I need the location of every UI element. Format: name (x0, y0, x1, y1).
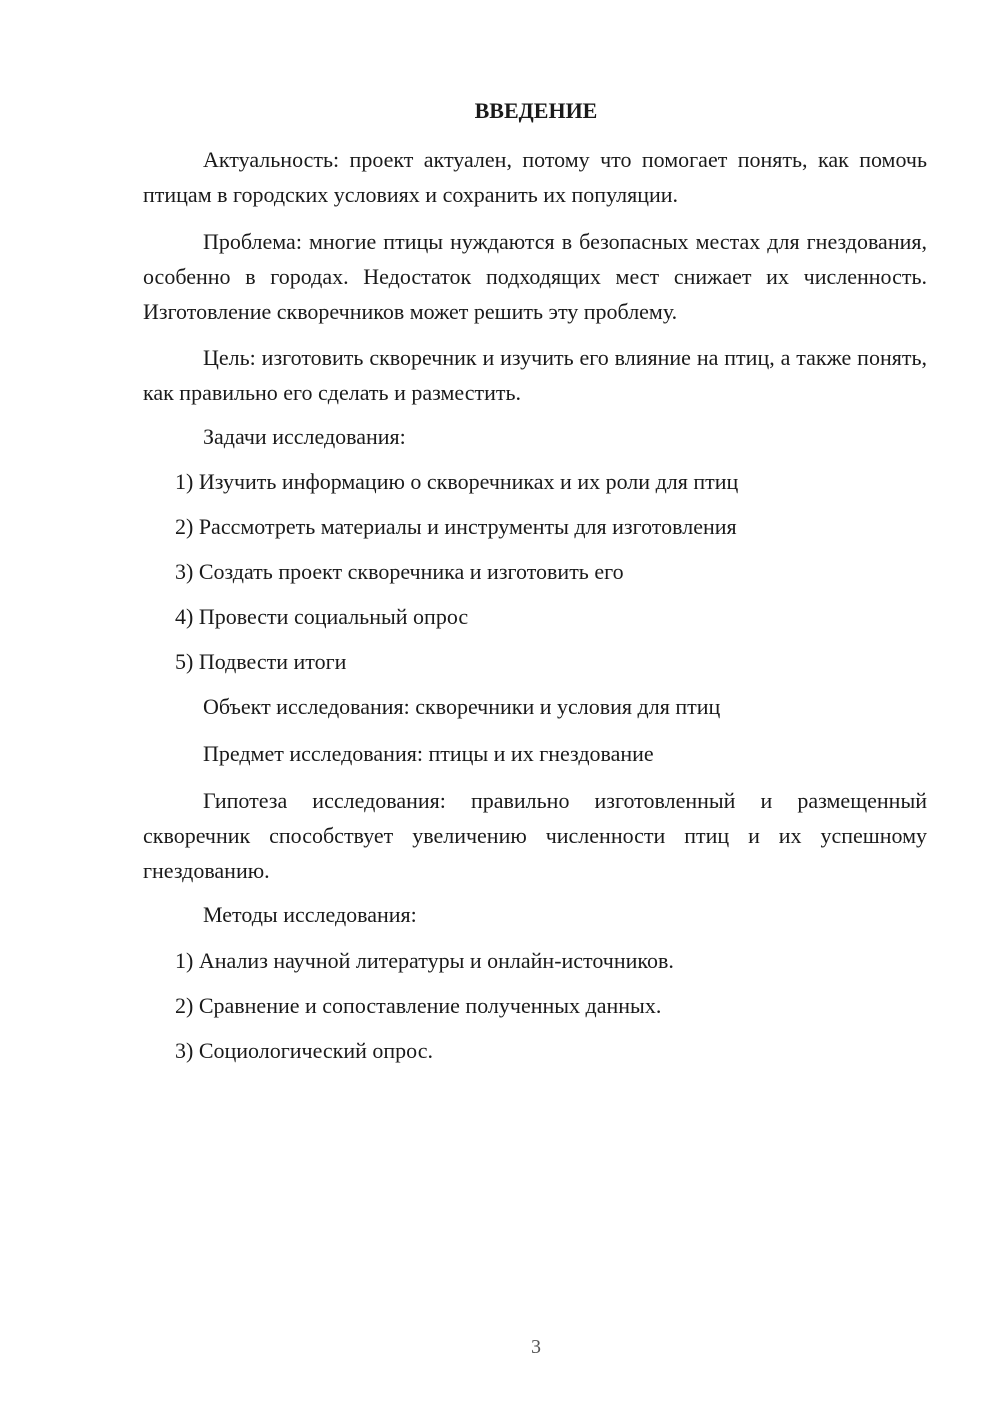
methods-heading: Методы исследования: (203, 902, 417, 927)
research-object: Объект исследования: скворечники и условия для птиц (203, 694, 721, 719)
method-item: 1) Анализ научной литературы и онлайн-источников. (175, 948, 674, 973)
page-number: 3 (531, 1336, 541, 1358)
task-item: 5) Подвести итоги (175, 649, 347, 674)
tasks-heading: Задачи исследования: (203, 424, 406, 449)
method-item: 3) Социологический опрос. (175, 1038, 433, 1063)
task-item: 2) Рассмотреть материалы и инструменты для изготовления (175, 514, 737, 539)
task-item: 1) Изучить информацию о скворечниках и их роли для птиц (175, 469, 739, 494)
hypothesis-paragraph: Гипотеза исследования: правильно изготовленный и размещенный скворечник способствует увеличению численности птиц и их успешному гнездованию. (143, 788, 927, 883)
actuality-paragraph: Актуальность: проект актуален, потому что помогает понять, как помочь птицам в городских условиях и сохранить их популяции. (143, 147, 927, 207)
research-subject: Предмет исследования: птицы и их гнездование (203, 741, 654, 766)
section-title: ВВЕДЕНИЕ (474, 98, 598, 123)
goal-paragraph: Цель: изготовить скворечник и изучить его влияние на птиц, а также понять, как правильно его сделать и разместить. (143, 345, 927, 405)
task-item: 4) Провести социальный опрос (175, 604, 469, 629)
problem-paragraph: Проблема: многие птицы нуждаются в безопасных местах для гнездования, особенно в городах. Недостаток подходящих мест снижает их численность. Изготовление скворечников может решить эту проблему. (143, 229, 927, 324)
method-item: 2) Сравнение и сопоставление полученных данных. (175, 993, 662, 1018)
task-item: 3) Создать проект скворечника и изготовить его (175, 559, 624, 584)
